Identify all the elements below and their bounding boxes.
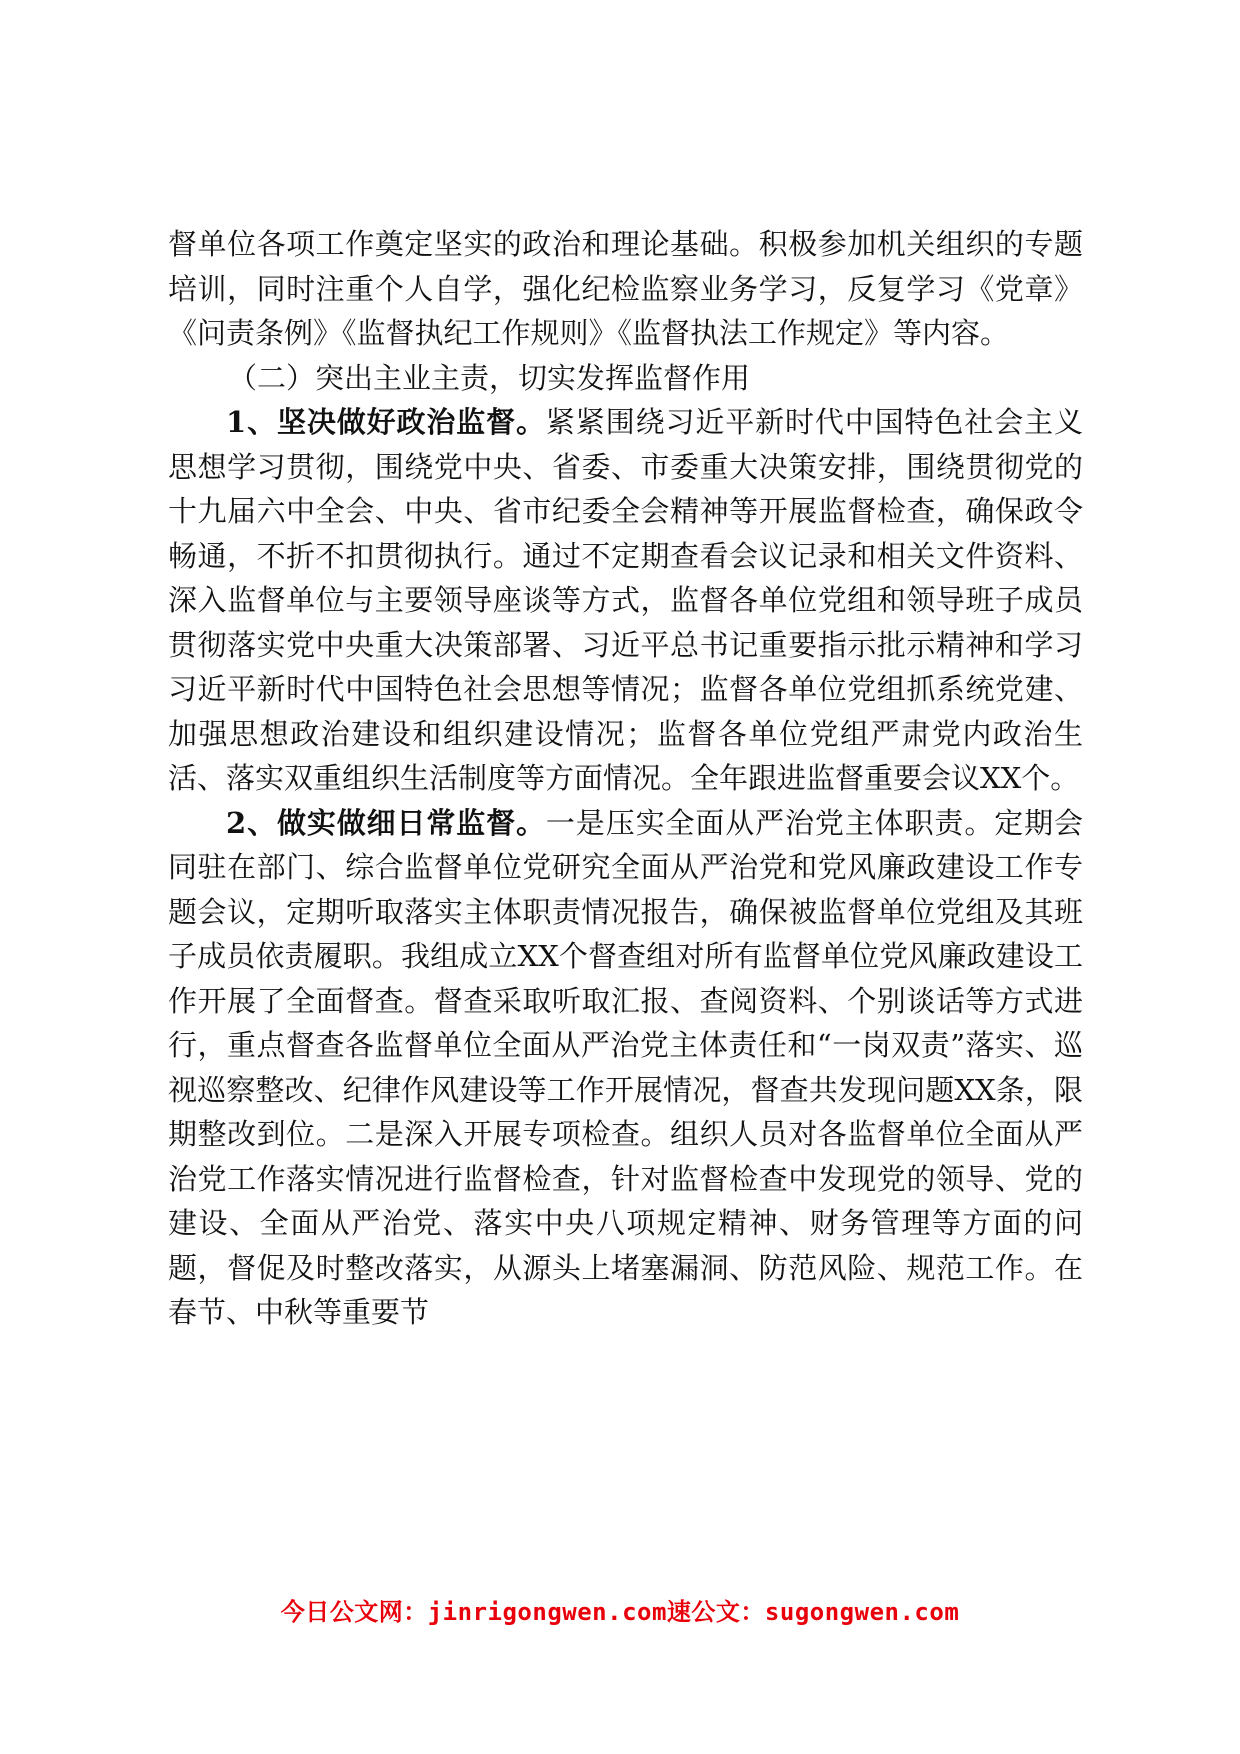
document-body xyxy=(168,222,1083,1335)
footer-watermark xyxy=(0,1592,1240,1627)
item-1-text: 紧紧围绕习近平新时代中国特色社会主义思想学习贯彻，围绕党中央、省委、市委重大决策安排，围绕贯彻党的十九届六中全会、中央、省市纪委全会精神等开展监督检查，确保政令畅通，不折不扣贯彻执行。通过不定期查看会议记录和相关文件资料、深入监督单位与主要领导座谈等方式，监督各单位党组和领导班子成员贯彻落实党中央重大决策部署、习近平总书记重要指示批示精神和学习习近平新时代中国特色社会思想等情况；监督各单位党组抓系统党建、加强思想政治建设和组织建设情况；监督各单位党组严肃党内政治生活、落实双重组织生活制度等方面情况。全年跟进监督重要会议XX个。 xyxy=(168,405,1083,795)
footer-url-2[interactable]: sugongwen.com xyxy=(764,1598,960,1626)
footer-label-1: 今日公文网： xyxy=(280,1598,428,1626)
paragraph-intro-continuation: 督单位各项工作奠定坚实的政治和理论基础。积极参加机关组织的专题培训，同时注重个人自学，强化纪检监察业务学习，反复学习《党章》《问责条例》《监督执纪工作规则》《监督执法工作规定》等内容。 xyxy=(168,227,1083,350)
footer-label-2: 速公文： xyxy=(666,1598,765,1626)
item-2-lead: 2、做实做细日常监督。 xyxy=(226,805,546,840)
item-2-text: 一是压实全面从严治党主体职责。定期会同驻在部门、综合监督单位党研究全面从严治党和党风廉政建设工作专题会议，定期听取落实主体职责情况报告，确保被监督单位党组及其班子成员依责履职。我组成立XX个督查组对所有监督单位党风廉政建设工作开展了全面督查。督查采取听取汇报、查阅资料、个别谈话等方式进行，重点督查各监督单位全面从严治党主体责任和“一岗双责”落实、巡视巡察整改、纪律作风建设等工作开展情况，督查共发现问题XX条，限期整改到位。二是深入开展专项检查。组织人员对各监督单位全面从严治党工作落实情况进行监督检查，针对监督检查中发现党的领导、党的建设、全面从严治党、落实中央八项规定精神、财务管理等方面的问题，督促及时整改落实，从源头上堵塞漏洞、防范风险、规范工作。在春节、中秋等重要节 xyxy=(168,805,1083,1329)
paragraph-item-1 xyxy=(168,400,1083,801)
paragraph-item-2 xyxy=(168,801,1083,1335)
footer-url-1[interactable]: jinrigongwen.com xyxy=(427,1598,667,1626)
section-heading: （二）突出主业主责，切实发挥监督作用 xyxy=(228,360,751,395)
item-1-lead: 1、坚决做好政治监督。 xyxy=(226,405,546,439)
